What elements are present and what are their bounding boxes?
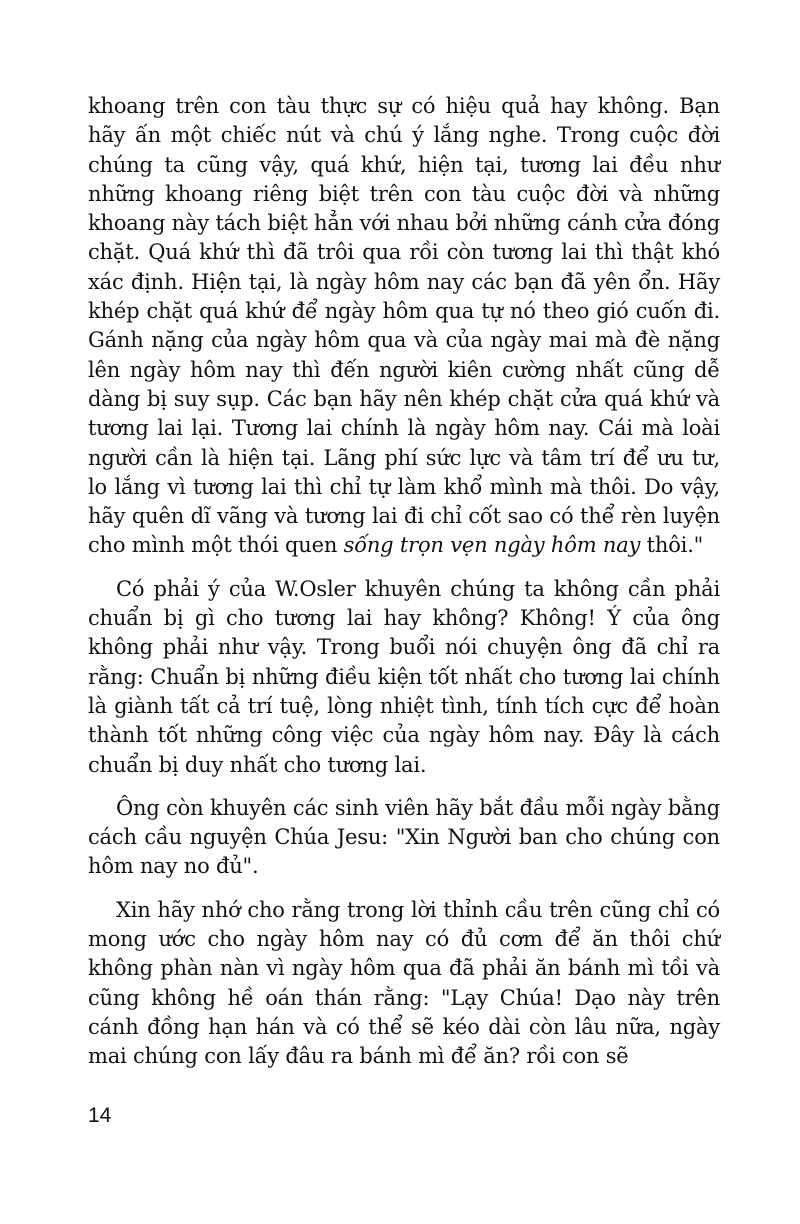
paragraph-3: Ông còn khuyên các sinh viên hãy bắt đầu mỗi ngày bằng cách cầu nguyện Chúa Jesu: "Xin Người ban cho chúng con hôm nay no đủ". bbox=[88, 795, 720, 879]
paragraph-1-emphasis: sống trọn vẹn ngày hôm nay bbox=[343, 533, 641, 558]
page-number: 14 bbox=[88, 1104, 112, 1127]
paragraph-1-end: thôi." bbox=[640, 533, 704, 558]
paragraph-2: Có phải ý của W.Osler khuyên chúng ta không cần phải chuẩn bị gì cho tương lai hay không? Không! Ý của ông không phải như vậy. Trong buổi nói chuyện ông đã chỉ ra rằng: Chuẩn bị những điều kiện tốt nhất cho tương lai chính là giành tất cả trí tuệ, lòng nhiệt tình, tính tích cực để hoàn thành tốt những công việc của ngày hôm nay. Đây là cách chuẩn bị duy nhất cho tương lai. bbox=[88, 576, 720, 777]
paragraph-1-text: khoang trên con tàu thực sự có hiệu quả hay không. Bạn hãy ấn một chiếc nút và chú ý lắng nghe. Trong cuộc đời chúng ta cũng vậy, quá khứ, hiện tại, tương lai đều như những khoang riêng biệt trên con tàu cuộc đời và những khoang này tách biệt hẳn với nhau bởi những cánh cửa đóng chặt. Quá khứ thì đã trôi qua rồi còn tương lai thì thật khó xác định. Hiện tại, là ngày hôm nay các bạn đã yên ổn. Hãy khép chặt quá khứ để ngày hôm qua tự nó theo gió cuốn đi. Gánh nặng của ngày hôm qua và của ngày mai mà đè nặng lên ngày hôm nay thì đến người kiên cường nhất cũng dễ dàng bị suy sụp. Các bạn hãy nên khép chặt cửa quá khứ và tương lai lại. Tương lai chính là ngày hôm nay. Cái mà loài người cần là hiện tại. Lãng phí sức lực và tâm trí để ưu tư, lo lắng vì tương lai thì chỉ tự làm khổ mình mà thôi. Do vậy, hãy quên dĩ vãng và tương lai đi chỉ cốt sao có thể rèn luyện cho mình một thói quen bbox=[88, 94, 721, 558]
paragraph-4: Xin hãy nhớ cho rằng trong lời thỉnh cầu trên cũng chỉ có mong ước cho ngày hôm nay có đủ cơm để ăn thôi chứ không phàn nàn vì ngày hôm qua đã phải ăn bánh mì tồi và cũng không hề oán thán rằng: "Lạy Chúa! Dạo này trên cánh đồng hạn hán và có thể sẽ kéo dài còn lâu nữa, ngày mai chúng con lấy đâu ra bánh mì để ăn? rồi con sẽ bbox=[88, 897, 720, 1069]
paragraph-1 bbox=[88, 92, 720, 561]
page-body bbox=[88, 92, 720, 1072]
